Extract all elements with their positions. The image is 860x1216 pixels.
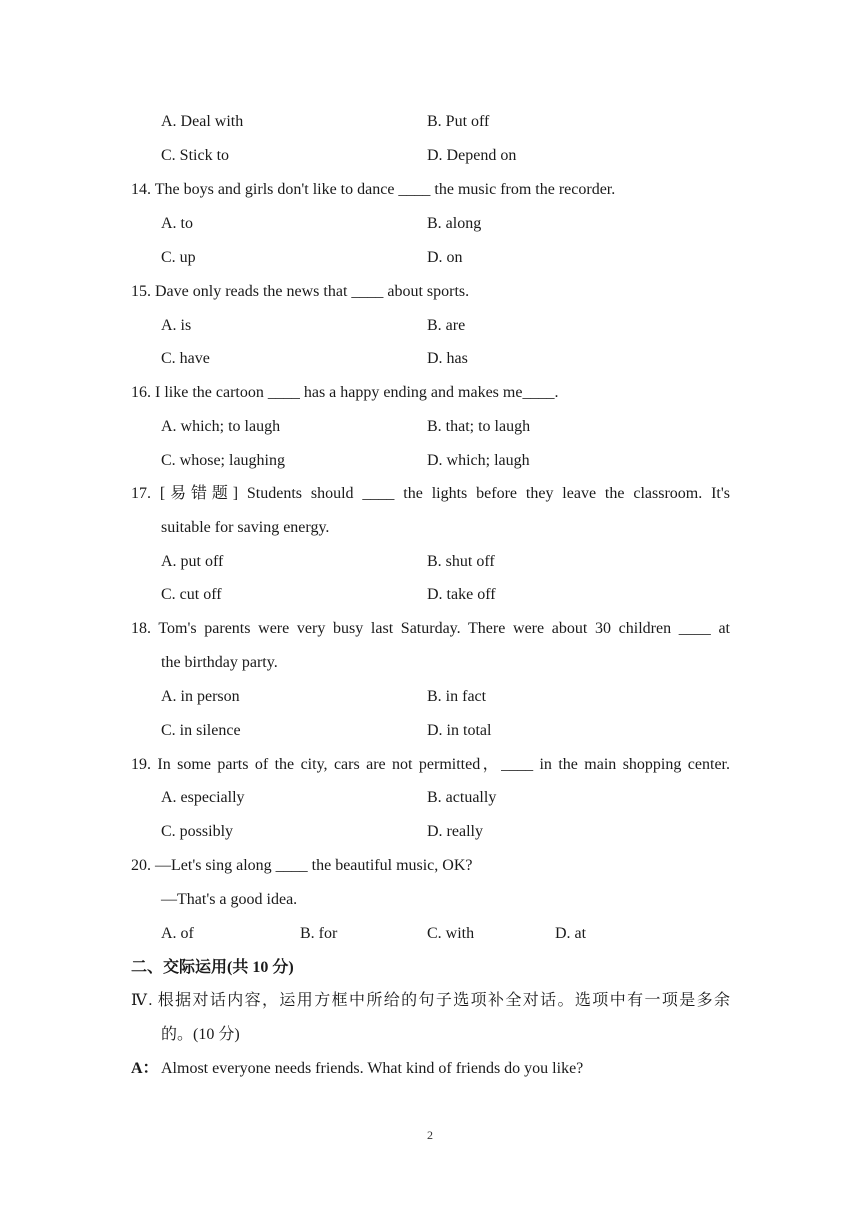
q17-stem-line1: 17. [易错题] Students should ____ the lights before they leave the classroom. It's — [131, 485, 730, 502]
q19-option-b: B. actually — [427, 789, 497, 806]
dialog-speaker: A： — [131, 1060, 159, 1077]
q17-option-d: D. take off — [427, 586, 496, 603]
q19-option-d: D. really — [427, 823, 483, 840]
q15-option-d: D. has — [427, 350, 468, 367]
q18-option-d: D. in total — [427, 722, 492, 739]
q16-stem: 16. I like the cartoon ____ has a happy ending and makes me____. — [131, 384, 559, 401]
dialog-text: Almost everyone needs friends. What kind of friends do you like? — [161, 1060, 584, 1077]
q15-option-c: C. have — [161, 350, 210, 367]
q20-option-d: D. at — [555, 925, 587, 942]
section-instruction-line1: Ⅳ. 根据对话内容，运用方框中所给的句子选项补全对话。选项中有一项是多余 — [131, 992, 730, 1009]
q20-option-b: B. for — [300, 925, 338, 942]
q16-option-b: B. that; to laugh — [427, 418, 531, 435]
section-instruction-line2: 的。(10 分) — [161, 1026, 240, 1043]
section-heading: 二、交际运用(共 10 分) — [131, 959, 294, 976]
q20-stem-line2: —That's a good idea. — [161, 891, 298, 908]
page-number: 2 — [427, 1128, 433, 1142]
q17-stem-line2: suitable for saving energy. — [161, 519, 330, 536]
q14-option-b: B. along — [427, 215, 482, 232]
q13-option-b: B. Put off — [427, 113, 490, 130]
q14-option-c: C. up — [161, 249, 196, 266]
q14-stem: 14. The boys and girls don't like to dance ____ the music from the recorder. — [131, 181, 616, 198]
q15-option-a: A. is — [161, 317, 192, 334]
q16-option-c: C. whose; laughing — [161, 452, 285, 469]
q19-stem: 19. In some parts of the city, cars are not permitted，____ in the main shopping center. — [131, 756, 730, 773]
q13-option-c: C. Stick to — [161, 147, 230, 164]
q15-stem: 15. Dave only reads the news that ____ about sports. — [131, 283, 470, 300]
q18-option-c: C. in silence — [161, 722, 241, 739]
q18-option-b: B. in fact — [427, 688, 487, 705]
q14-option-d: D. on — [427, 249, 463, 266]
q19-option-c: C. possibly — [161, 823, 234, 840]
q17-option-a: A. put off — [161, 553, 224, 570]
q20-option-c: C. with — [427, 925, 475, 942]
q20-option-a: A. of — [161, 925, 194, 942]
q18-option-a: A. in person — [161, 688, 240, 705]
q13-option-d: D. Depend on — [427, 147, 517, 164]
q16-option-a: A. which; to laugh — [161, 418, 281, 435]
q18-stem-line2: the birthday party. — [161, 654, 278, 671]
q15-option-b: B. are — [427, 317, 466, 334]
q18-stem-line1: 18. Tom's parents were very busy last Saturday. There were about 30 children ____ at — [131, 620, 730, 637]
q14-option-a: A. to — [161, 215, 193, 232]
q17-option-c: C. cut off — [161, 586, 222, 603]
q17-option-b: B. shut off — [427, 553, 495, 570]
q16-option-d: D. which; laugh — [427, 452, 530, 469]
q13-option-a: A. Deal with — [161, 113, 244, 130]
q19-option-a: A. especially — [161, 789, 245, 806]
q20-stem-line1: 20. —Let's sing along ____ the beautiful music, OK? — [131, 857, 473, 874]
